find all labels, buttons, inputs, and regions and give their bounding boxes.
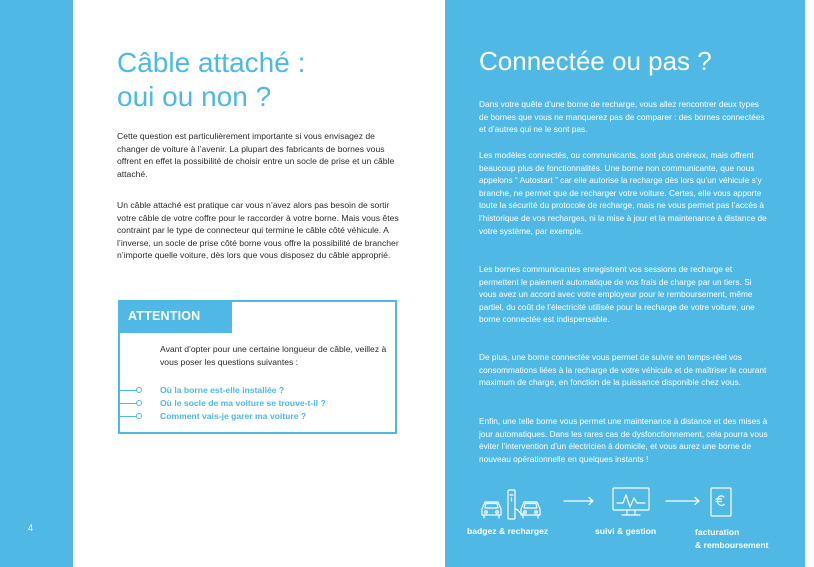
- attention-question-text: Où le socle de ma voiture se trouve-t-il ?: [160, 398, 326, 408]
- attention-box: [118, 300, 397, 434]
- attention-heading: ATTENTION: [118, 300, 232, 333]
- step-label-facturation: [695, 526, 769, 552]
- step-label-badgez-rechargez: [467, 526, 548, 536]
- right-edge-margin: [805, 0, 814, 567]
- right-paragraph-4: De plus, une borne connectée vous permet de suivre en temps-réel vos consommations liées à la recharge de votre véhicule et de maîtriser le courant maximum de charge, en fonction de la puissance disponible chez vous.: [479, 352, 767, 388]
- step-label-line: suivi & gestion: [595, 526, 657, 536]
- attention-question: [120, 397, 326, 410]
- attention-question-text: Où la borne est-elle installée ?: [160, 385, 285, 395]
- left-paragraph-2: Un câble attaché est pratique car vous n’avez alors pas besoin de sortir votre câble de votre coffre pour le raccorder à votre borne. Mais vous êtes contraint par le type de connecteur qui termine le câble côté véhicule. A l’inverse, un socle de prise côté borne vous offre la possibilité de brancher n’importe quelle voiture, dès lors que vous disposez du câble approprié.: [117, 200, 399, 261]
- monitor-chart-icon: [611, 486, 651, 518]
- left-page: [73, 0, 445, 567]
- attention-question: [120, 384, 326, 397]
- cars-charger-icon: [479, 488, 545, 522]
- bullet-connector-icon: [120, 397, 144, 410]
- left-title-line-1: Câble attaché :: [117, 47, 306, 78]
- right-paragraph-1: Dans votre quête d’une borne de recharge, vous allez rencontrer deux types de bornes que vous ne manquerez pas de comparer : des bornes connectées et d’autres qui ne le sont pas.: [479, 99, 765, 135]
- arrow-right-icon: [563, 496, 595, 506]
- bullet-connector-icon: [120, 384, 144, 397]
- right-paragraph-3: Les bornes communicantes enregistrent vos sessions de recharge et permettent le paiement automatique de vos frais de charge par un tiers. Si vous avez un accord avec votre employeur pour le remboursement, même partiel, du coût de l’électricité utilisée pour la recharge de votre voiture, une borne connectée est indispensable.: [479, 264, 755, 325]
- arrow-right-icon: [665, 496, 701, 506]
- right-paragraph-5: Enfin, une telle borne vous permet une maintenance à distance et des mises à jour automatiques. Dans les rares cas de dysfonctionnement, cela pourra vous éviter l’intervention d’un électricien à domicile, et vous aurez une borne de nouveau opérationnelle en quelques instants !: [479, 416, 768, 464]
- step-label-suivi-gestion: [595, 526, 656, 536]
- right-paragraph-2: Les modèles connectés, ou communicants, sont plus onéreux, mais offrent beaucoup plus de fonctionnalités. Une borne non communicante, que nous appelons “ Autostart ” car elle autorise la recharge dès lors qu’un véhicule s’y branche, ne permet que de recharger votre voiture. Certes, elle vous apporte toute la sécurité du protocole de recharge, mais ne vous permet pas l’accès à l’historique de vos recharges, ni la mise à jour et la maintenance à distance de votre système, par exemple.: [479, 150, 767, 236]
- right-title: Connectée ou pas ?: [479, 46, 712, 76]
- attention-question-list: [120, 384, 326, 423]
- left-color-strip: [0, 0, 73, 567]
- left-title-line-2: oui ou non ?: [117, 81, 272, 112]
- right-page: [445, 0, 805, 567]
- left-paragraph-1: Cette question est particulièrement importante si vous envisagez de changer de voiture à l’avenir. La plupart des fabricants de bornes vous offrent en effet la possibilité de choisir entre un socle de prise et un câble attaché.: [117, 131, 395, 179]
- step-label-line: facturation: [695, 527, 740, 537]
- bullet-connector-icon: [120, 410, 144, 423]
- step-label-line: badgez & rechargez: [467, 526, 549, 536]
- euro-document-icon: [709, 486, 733, 518]
- attention-question-text: Comment vais-je garer ma voiture ?: [160, 411, 307, 421]
- left-title: [117, 46, 305, 114]
- page-number: 4: [28, 523, 34, 533]
- attention-question: [120, 410, 326, 423]
- step-label-line: & remboursement: [695, 540, 769, 550]
- attention-intro: Avant d’opter pour une certaine longueur de câble, veillez à vous poser les questions suivantes :: [160, 344, 387, 367]
